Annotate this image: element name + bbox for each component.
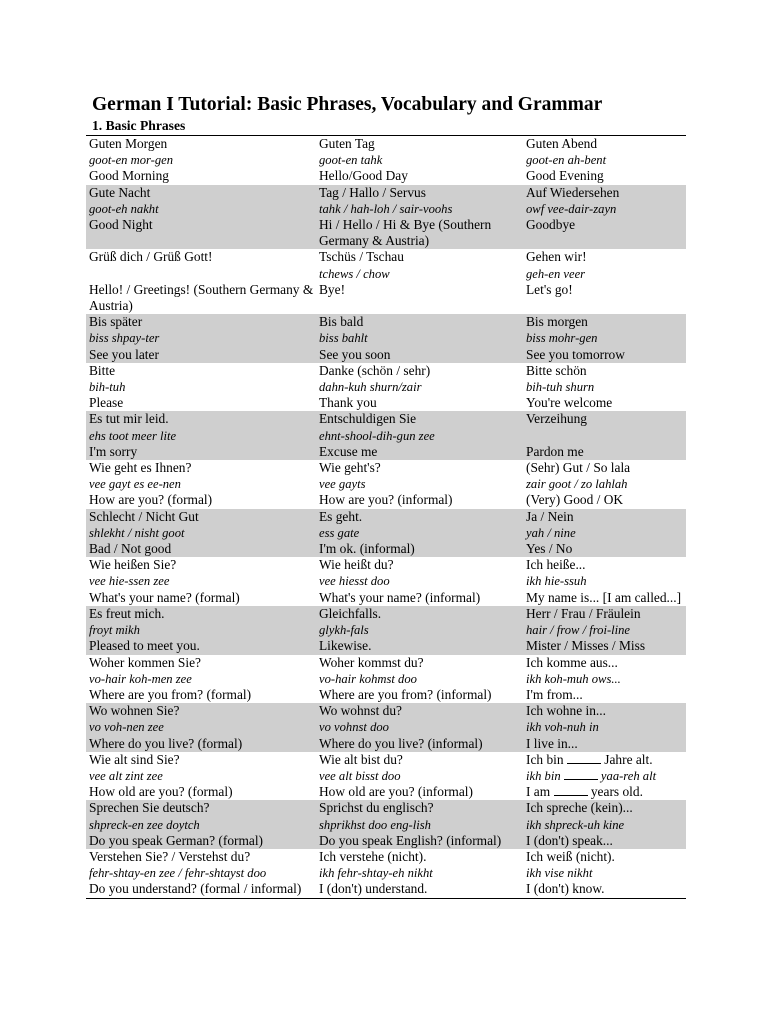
- phrase-cell: [316, 460, 523, 509]
- german-phrase: Wie heißt du?: [319, 557, 394, 573]
- english-translation: Mister / Misses / Miss: [526, 638, 646, 654]
- pronunciation: ikh hie-ssuh: [526, 574, 587, 589]
- german-phrase: Woher kommst du?: [319, 654, 424, 670]
- pronunciation: hair / frow / froi-line: [526, 623, 631, 638]
- german-phrase: Wie geht es Ihnen?: [89, 460, 192, 476]
- english-translation: What's your name? (formal): [89, 589, 240, 605]
- phrase-cell: [523, 752, 686, 801]
- english-translation: See you tomorrow: [526, 346, 625, 362]
- pronunciation: vee alt zint zee: [89, 768, 163, 783]
- pronunciation: yah / nine: [526, 525, 576, 540]
- pronunciation: vo-hair kohmst doo: [319, 671, 417, 686]
- phrase-cell: [316, 136, 523, 185]
- german-phrase: Schlecht / Nicht Gut: [89, 508, 199, 524]
- phrase-row: [86, 185, 686, 250]
- pronunciation: ikh fehr-shtay-eh nikht: [319, 866, 433, 881]
- german-phrase: Herr / Frau / Fräulein: [526, 605, 641, 621]
- german-phrase: Wo wohnen Sie?: [89, 703, 180, 719]
- english-translation: Good Night: [89, 217, 153, 233]
- pronunciation: ikh vise nikht: [526, 866, 593, 881]
- english-translation-part: years old.: [587, 784, 643, 800]
- phrase-row: [86, 249, 686, 314]
- english-translation: I (don't) know.: [526, 881, 605, 897]
- pronunciation: dahn-kuh shurn/zair: [319, 380, 422, 395]
- english-translation: Please: [89, 395, 124, 411]
- phrase-cell: [523, 509, 686, 558]
- pronunciation: shlekht / nisht goot: [89, 525, 185, 540]
- pronunciation: goot-en mor-gen: [89, 153, 174, 168]
- english-translation: Do you understand? (formal / informal): [89, 881, 302, 897]
- pronunciation: biss mohr-gen: [526, 331, 598, 346]
- phrase-cell: [86, 314, 316, 363]
- german-phrase-part: Jahre alt.: [600, 751, 653, 767]
- phrase-row: [86, 411, 686, 460]
- german-phrase: Sprechen Sie deutsch?: [89, 800, 210, 816]
- phrase-row: [86, 849, 686, 898]
- english-translation: Pardon me: [526, 443, 584, 459]
- phrase-row: [86, 509, 686, 558]
- german-phrase: Ich weiß (nicht).: [526, 848, 615, 864]
- german-phrase: Guten Tag: [319, 136, 375, 151]
- phrase-cell: [523, 800, 686, 849]
- phrase-row: [86, 752, 686, 801]
- phrase-cell: [316, 249, 523, 314]
- english-translation: Where do you live? (informal): [319, 735, 483, 751]
- english-translation: Bye!: [319, 281, 346, 297]
- english-translation: See you soon: [319, 346, 391, 362]
- german-phrase: Es geht.: [319, 508, 363, 524]
- phrase-cell: [86, 185, 316, 250]
- phrase-cell: [316, 752, 523, 801]
- phrase-cell: [316, 655, 523, 704]
- german-phrase: Auf Wiedersehen: [526, 184, 620, 200]
- german-phrase: Gute Nacht: [89, 184, 151, 200]
- pronunciation: ess gate: [319, 525, 360, 540]
- pronunciation: owf vee-dair-zayn: [526, 201, 617, 216]
- german-phrase: Wie alt bist du?: [319, 751, 403, 767]
- german-phrase: Guten Abend: [526, 136, 598, 151]
- english-translation: Where do you live? (formal): [89, 735, 243, 751]
- phrase-row: [86, 363, 686, 412]
- german-phrase: Ich wohne in...: [526, 703, 606, 719]
- pronunciation: [89, 266, 314, 282]
- pronunciation: ikh voh-nuh in: [526, 720, 599, 735]
- english-translation: My name is... [I am called...]: [526, 589, 682, 605]
- english-translation: Hello/Good Day: [319, 168, 408, 184]
- english-translation: Thank you: [319, 395, 377, 411]
- german-phrase: Bis später: [89, 314, 143, 330]
- german-phrase: Bis morgen: [526, 314, 588, 330]
- phrase-cell: [523, 185, 686, 250]
- phrase-row: [86, 703, 686, 752]
- phrase-cell: [86, 655, 316, 704]
- pronunciation: bih-tuh shurn: [526, 380, 595, 395]
- english-translation: Do you speak English? (informal): [319, 832, 502, 848]
- pronunciation: [526, 768, 684, 784]
- german-phrase: Guten Morgen: [89, 136, 168, 151]
- phrase-row: [86, 800, 686, 849]
- phrase-cell: [86, 460, 316, 509]
- english-translation-part: I am: [526, 784, 554, 800]
- pronunciation: vo-hair koh-men zee: [89, 671, 192, 686]
- german-phrase: Ich heiße...: [526, 557, 586, 573]
- german-phrase: Es freut mich.: [89, 605, 165, 621]
- pronunciation-part: ikh bin: [526, 768, 564, 783]
- phrase-cell: [86, 363, 316, 412]
- pronunciation: biss bahlt: [319, 331, 368, 346]
- phrase-row: [86, 557, 686, 606]
- german-phrase: Gleichfalls.: [319, 605, 382, 621]
- pronunciation: ehs toot meer lite: [89, 428, 177, 443]
- pronunciation: [526, 428, 684, 444]
- english-translation: I (don't) speak...: [526, 832, 613, 848]
- pronunciation-part: yaa-reh alt: [597, 768, 657, 783]
- pronunciation: vee gayts: [319, 477, 366, 492]
- english-translation: Bad / Not good: [89, 541, 172, 557]
- english-translation: [526, 784, 684, 800]
- phrase-cell: [523, 411, 686, 460]
- phrase-row: [86, 460, 686, 509]
- german-phrase: (Sehr) Gut / So lala: [526, 460, 631, 476]
- german-phrase: Verstehen Sie? / Verstehst du?: [89, 848, 251, 864]
- german-phrase-part: Ich bin: [526, 751, 567, 767]
- german-phrase: Bitte schön: [526, 362, 587, 378]
- pronunciation: tahk / hah-loh / sair-voohs: [319, 201, 453, 216]
- pronunciation: shprikhst doo eng-lish: [319, 817, 431, 832]
- pronunciation: ikh shpreck-uh kine: [526, 817, 625, 832]
- english-translation: How are you? (formal): [89, 492, 213, 508]
- english-translation: Excuse me: [319, 443, 378, 459]
- document-title: German I Tutorial: Basic Phrases, Vocabulary and Grammar: [92, 94, 603, 115]
- english-translation: Do you speak German? (formal): [89, 832, 264, 848]
- english-translation: Good Morning: [89, 168, 169, 184]
- english-translation: How old are you? (formal): [89, 784, 233, 800]
- phrase-cell: [316, 363, 523, 412]
- german-phrase: Es tut mir leid.: [89, 411, 169, 427]
- german-phrase: Gehen wir!: [526, 249, 587, 265]
- phrase-cell: [86, 557, 316, 606]
- german-phrase: Woher kommen Sie?: [89, 654, 201, 670]
- phrase-cell: [86, 752, 316, 801]
- pronunciation: ikh koh-muh ows...: [526, 671, 621, 686]
- pronunciation: vee hie-ssen zee: [89, 574, 170, 589]
- phrase-row: [86, 655, 686, 704]
- english-translation: How are you? (informal): [319, 492, 453, 508]
- english-translation: Yes / No: [526, 541, 573, 557]
- phrase-cell: [86, 606, 316, 655]
- english-translation: I live in...: [526, 735, 578, 751]
- phrase-cell: [316, 849, 523, 898]
- english-translation: (Very) Good / OK: [526, 492, 624, 508]
- pronunciation: vee gayt es ee-nen: [89, 477, 181, 492]
- german-phrase: Grüß dich / Grüß Gott!: [89, 249, 213, 265]
- german-phrase: Wie alt sind Sie?: [89, 751, 180, 767]
- english-translation: What's your name? (informal): [319, 589, 481, 605]
- german-phrase: Wie geht's?: [319, 460, 381, 476]
- pronunciation: tchews / chow: [319, 266, 390, 281]
- pronunciation: vo vohnst doo: [319, 720, 389, 735]
- phrase-cell: [316, 185, 523, 250]
- phrase-row: [86, 606, 686, 655]
- phrase-cell: [86, 703, 316, 752]
- pronunciation: shpreck-en zee doytch: [89, 817, 200, 832]
- english-translation: I'm sorry: [89, 443, 138, 459]
- pronunciation: biss shpay-ter: [89, 331, 160, 346]
- english-translation: Likewise.: [319, 638, 372, 654]
- german-phrase: Ich verstehe (nicht).: [319, 848, 427, 864]
- german-phrase: Wie heißen Sie?: [89, 557, 177, 573]
- english-translation: Hello! / Greetings! (Southern Germany & Austria): [89, 281, 314, 314]
- pronunciation: geh-en veer: [526, 266, 586, 281]
- phrase-cell: [86, 136, 316, 185]
- german-phrase: Ich komme aus...: [526, 654, 618, 670]
- english-translation: Where are you from? (informal): [319, 686, 492, 702]
- phrase-cell: [523, 363, 686, 412]
- phrase-cell: [86, 800, 316, 849]
- phrase-cell: [316, 411, 523, 460]
- phrase-cell: [316, 557, 523, 606]
- english-translation: Let's go!: [526, 281, 573, 297]
- phrase-cell: [316, 703, 523, 752]
- english-translation: Hi / Hello / Hi & Bye (Southern Germany & Austria): [319, 217, 492, 249]
- english-translation: You're welcome: [526, 395, 613, 411]
- german-phrase: Tag / Hallo / Servus: [319, 184, 426, 200]
- phrase-cell: [523, 703, 686, 752]
- fill-in-blank: [554, 784, 588, 796]
- pronunciation: vo voh-nen zee: [89, 720, 164, 735]
- english-translation: See you later: [89, 346, 159, 362]
- english-translation: Goodbye: [526, 217, 576, 233]
- pronunciation: goot-en tahk: [319, 153, 383, 168]
- english-translation: Where are you from? (formal): [89, 686, 252, 702]
- phrase-row: [86, 314, 686, 363]
- english-translation: I (don't) understand.: [319, 881, 428, 897]
- german-phrase: Bis bald: [319, 314, 364, 330]
- pronunciation: zair goot / zo lahlah: [526, 477, 628, 492]
- phrase-cell: [523, 136, 686, 185]
- german-phrase: Verzeihung: [526, 411, 587, 427]
- pronunciation: fehr-shtay-en zee / fehr-shtayst doo: [89, 866, 267, 881]
- english-translation: How old are you? (informal): [319, 784, 473, 800]
- pronunciation: goot-eh nakht: [89, 201, 159, 216]
- pronunciation: vee hiesst doo: [319, 574, 390, 589]
- pronunciation: ehnt-shool-dih-gun zee: [319, 428, 435, 443]
- phrase-cell: [86, 249, 316, 314]
- german-phrase: Ich spreche (kein)...: [526, 800, 633, 816]
- pronunciation: goot-en ah-bent: [526, 153, 607, 168]
- german-phrase: Sprichst du englisch?: [319, 800, 434, 816]
- english-translation: Good Evening: [526, 168, 604, 184]
- german-phrase: Tschüs / Tschau: [319, 249, 404, 265]
- phrase-row: [86, 136, 686, 185]
- german-phrase: [526, 752, 684, 768]
- german-phrase: Wo wohnst du?: [319, 703, 402, 719]
- german-phrase: Bitte: [89, 362, 116, 378]
- fill-in-blank: [564, 768, 598, 780]
- phrase-table: [86, 135, 686, 899]
- phrase-cell: [523, 249, 686, 314]
- phrase-cell: [316, 800, 523, 849]
- pronunciation: bih-tuh: [89, 380, 126, 395]
- section-heading: 1. Basic Phrases: [92, 118, 186, 133]
- phrase-cell: [523, 557, 686, 606]
- english-translation: I'm ok. (informal): [319, 541, 415, 557]
- pronunciation: vee alt bisst doo: [319, 768, 401, 783]
- phrase-cell: [316, 606, 523, 655]
- phrase-cell: [86, 849, 316, 898]
- phrase-cell: [523, 655, 686, 704]
- german-phrase: Danke (schön / sehr): [319, 362, 431, 378]
- phrase-cell: [86, 411, 316, 460]
- german-phrase: Ja / Nein: [526, 508, 574, 524]
- pronunciation: glykh-fals: [319, 623, 369, 638]
- phrase-cell: [523, 314, 686, 363]
- phrase-cell: [86, 509, 316, 558]
- fill-in-blank: [567, 752, 601, 764]
- phrase-cell: [523, 606, 686, 655]
- phrase-cell: [523, 849, 686, 898]
- pronunciation: froyt mikh: [89, 623, 140, 638]
- english-translation: Pleased to meet you.: [89, 638, 200, 654]
- phrase-cell: [523, 460, 686, 509]
- german-phrase: Entschuldigen Sie: [319, 411, 417, 427]
- english-translation: I'm from...: [526, 686, 583, 702]
- phrase-cell: [316, 509, 523, 558]
- phrase-cell: [316, 314, 523, 363]
